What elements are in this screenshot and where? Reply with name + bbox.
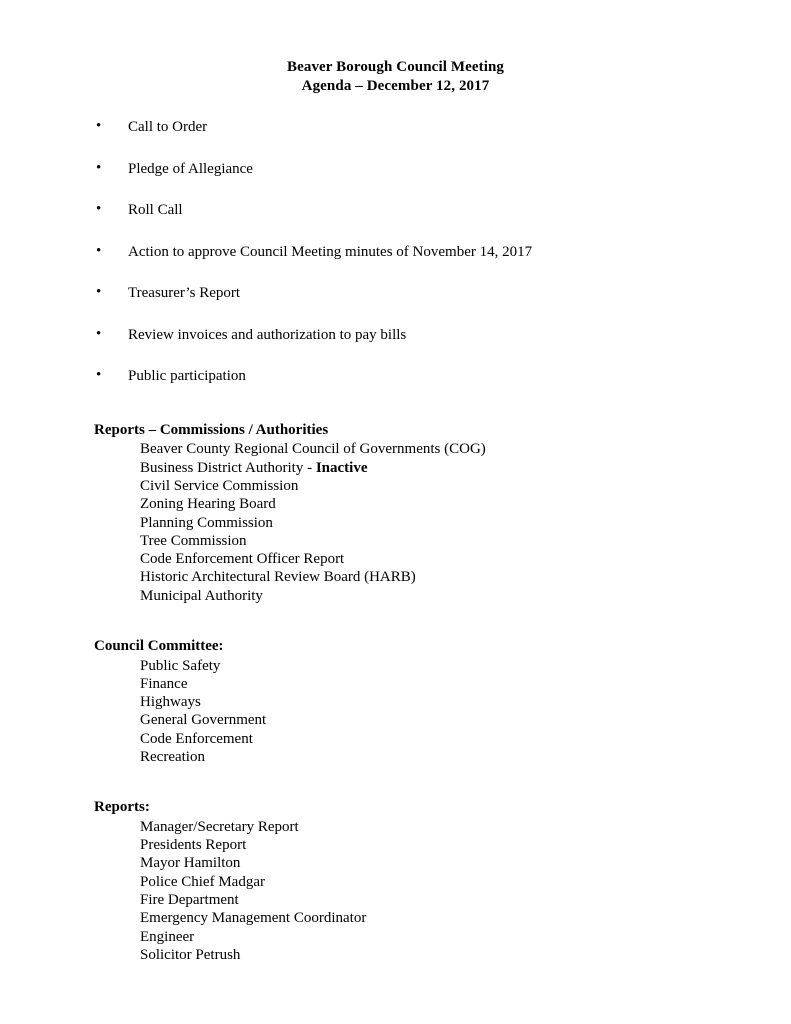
list-item-label: Review invoices and authorization to pay bills [128,326,407,343]
list-item-label: Business District Authority - [140,459,316,476]
agenda-item-list [72,118,719,387]
list-item-label: Public Safety [140,657,221,674]
bullet-icon: • [96,159,102,176]
list-item [140,748,719,766]
bullet-icon: • [96,201,102,218]
list-item-label: Fire Department [140,892,239,909]
list-item-label: Recreation [140,749,205,766]
section-item-list [72,440,719,605]
list-item-label: Manager/Secretary Report [140,818,299,835]
section-heading: Council Committee: [94,638,224,655]
bullet-icon: • [96,242,102,259]
list-item-label: Mayor Hamilton [140,855,241,872]
list-item [140,657,719,675]
list-item [96,160,719,180]
list-item [96,118,719,138]
list-item-label: Emergency Management Coordinator [140,910,367,927]
list-item-label: Pledge of Allegiance [128,160,253,177]
bullet-icon: • [96,284,102,301]
section-council-committee [72,637,719,766]
list-item [140,873,719,891]
list-item [140,587,719,605]
list-item [140,495,719,513]
list-item-label: Tree Commission [140,532,247,549]
section-commissions-authorities [72,421,719,605]
list-item [140,946,719,964]
list-item-label: Highways [140,694,201,711]
list-item [96,243,719,263]
section-item-list [72,818,719,964]
list-item [140,568,719,586]
list-item-label: Code Enforcement [140,730,253,747]
list-item [140,459,719,477]
list-item-label: Treasurer’s Report [128,285,241,302]
list-item [140,909,719,927]
list-item-label: Civil Service Commission [140,477,299,494]
list-item-label: Beaver County Regional Council of Governments (COG) [140,441,486,458]
list-item-label: Presidents Report [140,837,247,854]
list-item [140,693,719,711]
page-title: Beaver Borough Council Meeting [286,59,505,75]
section-reports [72,798,719,964]
list-item [140,836,719,854]
list-item-label: Planning Commission [140,514,273,531]
section-heading: Reports: [94,799,150,816]
list-item-label: Historic Architectural Review Board (HARB) [140,569,416,586]
bullet-icon: • [96,118,102,135]
list-item [96,284,719,304]
section-heading: Reports – Commissions / Authorities [94,421,329,438]
list-item-label: Finance [140,675,188,692]
list-item-label: Zoning Hearing Board [140,496,276,513]
list-item-label: Police Chief Madgar [140,873,265,890]
list-item-label: Roll Call [128,202,183,219]
list-item [140,440,719,458]
list-item [140,711,719,729]
list-item [140,550,719,568]
list-item [140,854,719,872]
list-item-label: Solicitor Petrush [140,946,241,963]
list-item [96,201,719,221]
list-item [96,326,719,346]
list-item [96,367,719,387]
list-item-label: Public participation [128,368,246,385]
page-subtitle: Agenda – December 12, 2017 [301,78,490,95]
list-item-status: Inactive [315,459,368,476]
list-item [140,818,719,836]
list-item [140,928,719,946]
list-item [140,532,719,550]
list-item [140,891,719,909]
list-item-label: Municipal Authority [140,587,263,604]
bullet-icon: • [96,367,102,384]
list-item-label: Code Enforcement Officer Report [140,551,345,568]
section-item-list [72,657,719,767]
list-item-label: Action to approve Council Meeting minutes of November 14, 2017 [128,243,533,260]
list-item-label: General Government [140,712,267,729]
list-item [140,675,719,693]
bullet-icon: • [96,325,102,342]
list-item-label: Call to Order [128,119,208,136]
list-item-label: Engineer [140,928,195,945]
list-item [140,514,719,532]
list-item [140,730,719,748]
list-item [140,477,719,495]
